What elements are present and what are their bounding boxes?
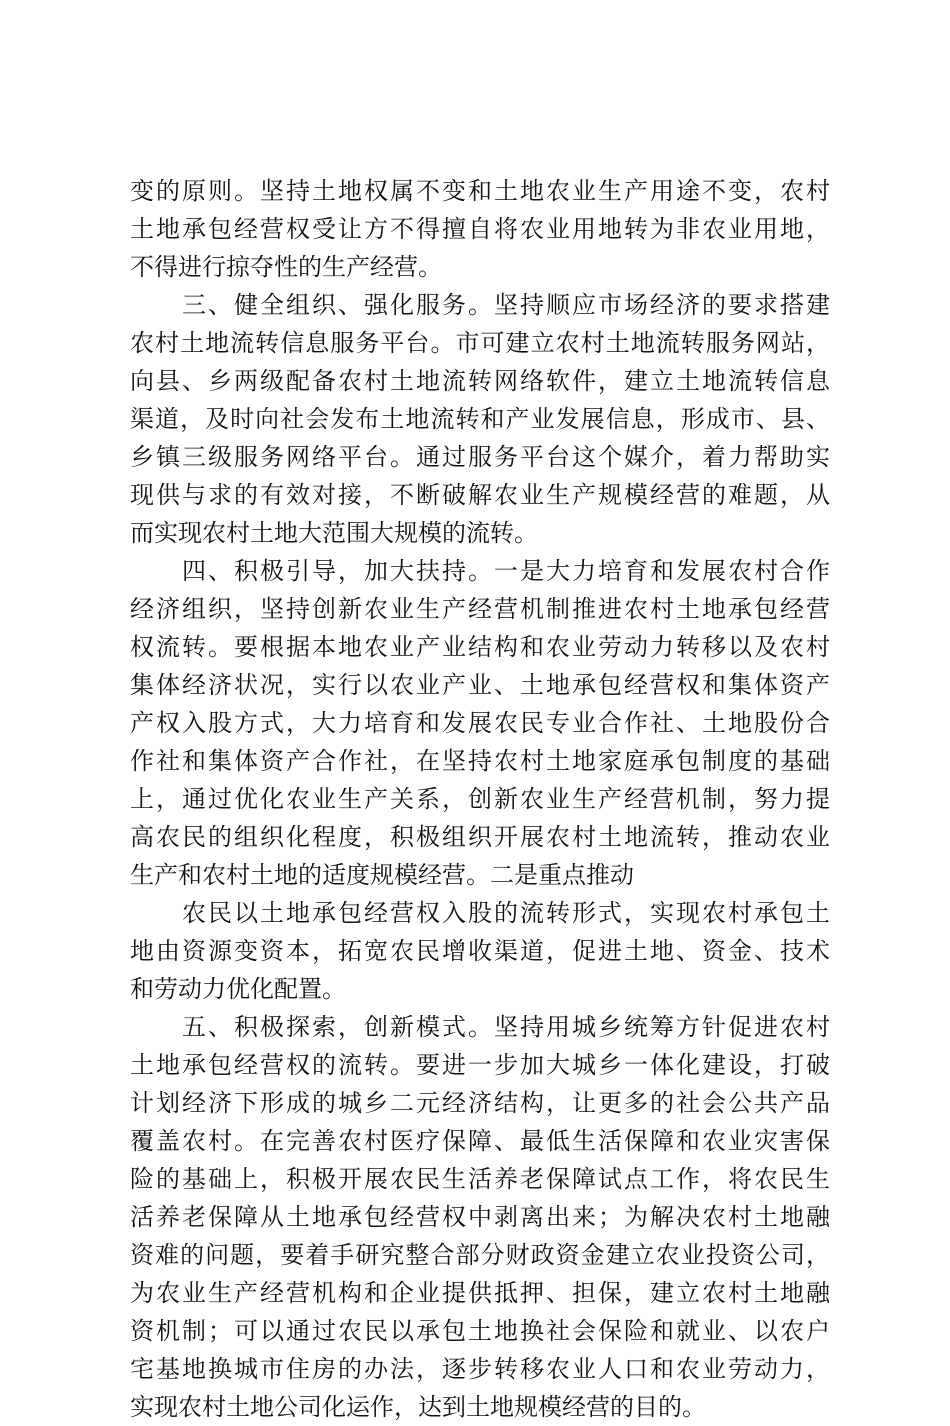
text-line: 现供与求的有效对接，不断破解农业生产规模经营的难题，从 — [130, 481, 830, 509]
text-line: 渠道，及时向社会发布土地流转和产业发展信息，形成市、县、 — [130, 405, 830, 433]
paragraph-first-line: 五、积极探索，创新模式。坚持用城乡统筹方针促进农村 — [182, 1013, 830, 1041]
text-line: 土地承包经营权的流转。要进一步加大城乡一体化建设，打破 — [130, 1051, 830, 1079]
text-line: 集体经济状况，实行以农业产业、土地承包经营权和集体资产 — [130, 671, 830, 699]
paragraph-first-line: 四、积极引导，加大扶持。一是大力培育和发展农村合作 — [182, 557, 830, 585]
text-line: 农村土地流转信息服务平台。市可建立农村土地流转服务网站， — [130, 329, 830, 357]
text-line: 资机制；可以通过农民以承包土地换社会保险和就业、以农户 — [130, 1317, 830, 1345]
text-line: 计划经济下形成的城乡二元经济结构，让更多的社会公共产品 — [130, 1089, 830, 1117]
text-line: 上，通过优化农业生产关系，创新农业生产经营机制，努力提 — [130, 785, 830, 813]
text-line: 经济组织，坚持创新农业生产经营机制推进农村土地承包经营 — [130, 595, 830, 623]
text-line: 险的基础上，积极开展农民生活养老保障试点工作，将农民生 — [130, 1165, 830, 1193]
text-line: 资难的问题，要着手研究整合部分财政资金建立农业投资公司， — [130, 1241, 830, 1269]
text-line: 覆盖农村。在完善农村医疗保障、最低生活保障和农业灾害保 — [130, 1127, 830, 1155]
text-line: 活养老保障从土地承包经营权中剥离出来；为解决农村土地融 — [130, 1203, 830, 1231]
text-line: 生产和农村土地的适度规模经营。二是重点推动 — [130, 861, 634, 889]
text-line: 和劳动力优化配置。 — [130, 975, 346, 1003]
text-line: 权流转。要根据本地农业产业结构和农业劳动力转移以及农村 — [130, 633, 830, 661]
document-body — [130, 172, 830, 1426]
paragraph-first-line: 农民以土地承包经营权入股的流转形式，实现农村承包土 — [182, 899, 830, 927]
text-line: 而实现农村土地大范围大规模的流转。 — [130, 519, 538, 547]
text-line: 为农业生产经营机构和企业提供抵押、担保，建立农村土地融 — [130, 1279, 830, 1307]
text-line: 变的原则。坚持土地权属不变和土地农业生产用途不变，农村 — [130, 177, 830, 205]
text-line: 土地承包经营权受让方不得擅自将农业用地转为非农业用地， — [130, 215, 830, 243]
text-line: 作社和集体资产合作社，在坚持农村土地家庭承包制度的基础 — [130, 747, 830, 775]
text-line: 高农民的组织化程度，积极组织开展农村土地流转，推动农业 — [130, 823, 830, 851]
text-line: 地由资源变资本，拓宽农民增收渠道，促进土地、资金、技术 — [130, 937, 830, 965]
text-line: 宅基地换城市住房的办法，逐步转移农业人口和农业劳动力， — [130, 1355, 830, 1383]
text-line: 实现农村土地公司化运作，达到土地规模经营的目的。 — [130, 1393, 706, 1421]
text-line: 乡镇三级服务网络平台。通过服务平台这个媒介，着力帮助实 — [130, 443, 830, 471]
paragraph-first-line: 三、健全组织、强化服务。坚持顺应市场经济的要求搭建 — [182, 291, 830, 319]
text-line: 向县、乡两级配备农村土地流转网络软件，建立土地流转信息 — [130, 367, 830, 395]
text-line: 不得进行掠夺性的生产经营。 — [130, 253, 442, 281]
text-line: 产权入股方式，大力培育和发展农民专业合作社、土地股份合 — [130, 709, 830, 737]
